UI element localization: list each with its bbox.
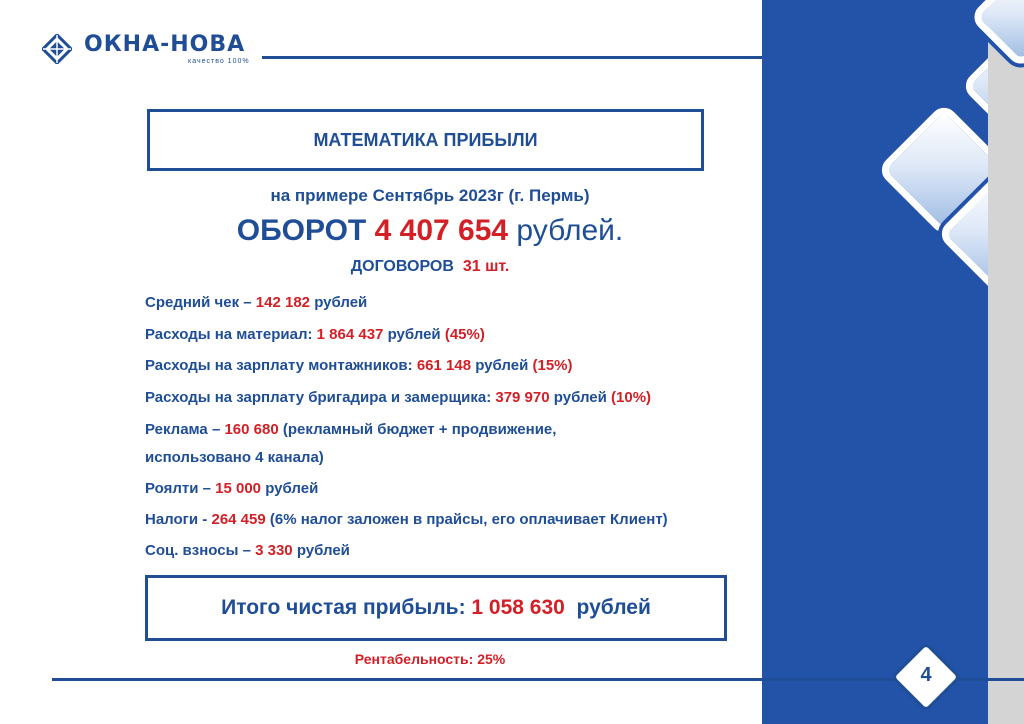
decorative-panel: [762, 0, 1024, 724]
page-number: 4: [920, 664, 932, 686]
contracts-value: 31 шт.: [462, 258, 510, 275]
turnover-value: 4 407 654: [374, 214, 509, 247]
list-item: Средний чек – 142 182 рублей: [145, 294, 368, 311]
list-item: использовано 4 канала): [145, 449, 324, 466]
contracts-line: [130, 258, 730, 276]
gray-band: [988, 0, 1024, 724]
total-value: 1 058 630: [471, 596, 565, 619]
list-item: Расходы на зарплату бригадира и замерщика: 379 970 рублей (10%): [145, 389, 652, 406]
list-item: Реклама – 160 680 (рекламный бюджет + продвижение,: [145, 421, 557, 438]
list-item: Расходы на материал: 1 864 437 рублей (45%): [145, 326, 485, 343]
subtitle: на примере Сентябрь 2023г (г. Пермь): [270, 186, 590, 205]
header-rule: [262, 56, 762, 59]
total-label: Итого чистая прибыль:: [221, 596, 466, 619]
list-item: Расходы на зарплату монтажников: 661 148 рублей (15%): [145, 357, 573, 374]
footer-rule-right: [950, 678, 1024, 681]
turnover-unit: рублей.: [516, 214, 624, 247]
list-item: Роялти – 15 000 рублей: [145, 480, 319, 497]
list-item: Соц. взносы – 3 330 рублей: [145, 542, 350, 559]
total-unit: рублей: [576, 596, 651, 619]
contracts-label: ДОГОВОРОВ: [350, 258, 454, 275]
profitability: Рентабельность: 25%: [354, 651, 506, 667]
turnover-label: ОБОРОТ: [236, 214, 367, 247]
logo-diamond-icon: [42, 34, 72, 64]
list-item: Налоги - 264 459 (6% налог заложен в прайсы, его оплачивает Клиент): [145, 511, 668, 528]
page-title: МАТЕМАТИКА ПРИБЫЛИ: [313, 129, 538, 150]
footer-rule: [52, 678, 907, 681]
logo-tagline: качество 100%: [188, 58, 250, 65]
turnover-line: [130, 214, 730, 248]
title-box: [147, 109, 704, 171]
logo-name: ОКНА-НОВА: [84, 32, 246, 57]
company-logo: [38, 28, 268, 70]
net-profit-box: [145, 575, 727, 641]
